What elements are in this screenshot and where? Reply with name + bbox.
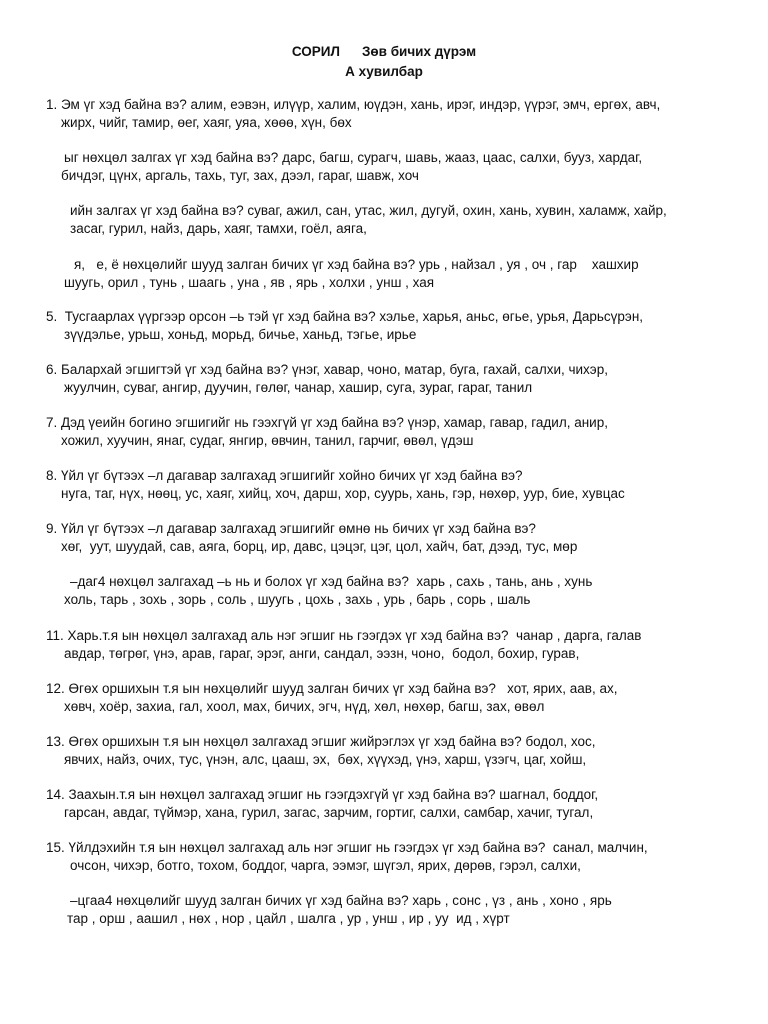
question-10-line-2: холь, тарь , зохь , зорь , соль , шуугь , цохь , захь , урь , барь , сорь , шаль — [64, 592, 531, 607]
question-1-line-2: жирх, чийг, тамир, өег, хаяг, уяа, хөөө, хүн, бөх — [61, 115, 352, 130]
question-1-line-1: 1. Эм үг хэд байна вэ? алим, еэвэн, илүүр, халим, юүдэн, хань, ирэг, индэр, үүрэг, эмч, ергөх, авч, — [46, 97, 661, 112]
question-2-line-1: ыг нөхцөл залгах үг хэд байна вэ? дарс, багш, сурагч, шавь, жааз, цаас, салхи, бууз, хардаг, — [64, 150, 643, 165]
question-11-line-2: авдар, төгрөг, үнэ, арав, гараг, эрэг, анги, сандал, ээзн, чоно, бодол, бохир, гурав, — [64, 646, 580, 661]
page-title: СОРИЛ — [291, 44, 340, 59]
page-subtitle: Зөв бичих дүрэм — [361, 44, 477, 59]
question-16-line-2: тар , орш , аашил , нөх , нор , цайл , шалга , ур , унш , ир , уу ид , хүрт — [67, 911, 510, 926]
question-6-line-2: жуулчин, суваг, ангир, дуучин, гөлөг, чанар, хашир, суга, зураг, гараг, танил — [64, 380, 533, 395]
question-15-line-2: очсон, чихэр, ботго, тохом, боддог, чарга, ээмэг, шүгэл, ярих, дөрөв, гэрэл, салхи, — [70, 858, 581, 873]
question-14-line-2: гарсан, авдаг, түймэр, хана, гурил, загас, зарчим, гортиг, салхи, самбар, хачиг, тугал, — [64, 805, 594, 820]
question-5-line-1: 5. Тусгаарлах үүргээр орсон –ь тэй үг хэд байна вэ? хэльe, харья, аньс, өгье, урья, Дарьсүрэн, — [46, 309, 644, 324]
question-7-line-1: 7. Дэд үеийн богино эгшигийг нь гээхгүй үг хэд байна вэ? үнэр, хамар, гавар, гадил, анир, — [46, 415, 608, 430]
document-header — [0, 42, 768, 82]
question-6-line-1: 6. Балархай эгшигтэй үг хэд байна вэ? үнэг, хавар, чоно, матар, буга, гахай, салхи, чихэр, — [46, 362, 608, 377]
question-2-line-2: бичдэг, цүнх, аргаль, тахь, туг, зах, дээл, гараг, шавж, хоч — [61, 168, 419, 183]
question-7-line-2: хожил, хуучин, янаг, судаг, янгир, өвчин, танил, гарчиг, өвөл, үдэш — [61, 433, 474, 448]
question-8-line-2: нуга, таг, нүх, нөөц, ус, хаяг, хийц, хоч, дарш, хор, суурь, хань, гэр, нөхөр, уур, бие, хувцас — [61, 486, 625, 501]
variant-label: А хувилбар — [345, 64, 423, 79]
question-4-line-2: шуугь, орил , тунь , шаагь , уна , яв , ярь , холхи , унш , хая — [64, 275, 435, 290]
question-16-line-1: –цгаа4 нөхцөлийг шууд залган бичих үг хэд байна вэ? харь , сонс , үз , ань , хоно , ярь — [70, 893, 612, 908]
question-5-line-2: зүүдэльe, урьш, хоньд, морьд, бичье, ханьд, тэгье, ирье — [64, 327, 417, 342]
header-title-row — [0, 42, 768, 62]
question-9-line-1: 9. Үйл үг бүтээх –л дагавар залгахад эгшигийг өмнө нь бичих үг хэд байна вэ? — [46, 521, 536, 536]
question-12-line-1: 12. Өгөх оршихын т.я ын нөхцөлийг шууд залган бичих үг хэд байна вэ? хот, ярих, аав, ах, — [46, 681, 618, 696]
question-11-line-1: 11. Харь.т.я ын нөхцөл залгахад аль нэг эгшиг нь гээгдэх үг хэд байна вэ? чанар , дарга, галав — [46, 628, 642, 643]
question-9-line-2: хөг, уут, шуудай, сав, аяга, борц, ир, давс, цэцэг, цэг, цол, хайч, бат, дээд, тус, мөр — [61, 539, 578, 554]
question-8-line-1: 8. Үйл үг бүтээх –л дагавар залгахад эгшигийг хойно бичих үг хэд байна вэ? — [46, 468, 523, 483]
question-4-line-1: я, е, ё нөхцөлийг шууд залган бичих үг хэд байна вэ? урь , найзал , уя , оч , гар хашхир — [74, 257, 639, 272]
question-15-line-1: 15. Үйлдэхийн т.я ын нөхцөл залгахад аль нэг эгшиг нь гээгдэх үг хэд байна вэ? санал, малчин, — [46, 840, 648, 855]
question-13-line-2: явчих, найз, очих, тус, үнэн, алс, цааш, эх, бөх, хүүхэд, үнэ, харш, үзэгч, цаг, хойш, — [64, 752, 587, 767]
question-3-line-2: засаг, гурил, найз, дарь, хаяг, тамхи, гоёл, аяга, — [70, 221, 367, 236]
question-13-line-1: 13. Өгөх оршихын т.я ын нөхцөл залгахад эгшиг жийрэглэх үг хэд байна вэ? бодол, хос, — [46, 734, 596, 749]
question-3-line-1: ийн залгах үг хэд байна вэ? суваг, ажил, сан, утас, жил, дугуй, охин, хань, хувин, халамж, хайр, — [70, 203, 667, 218]
question-14-line-1: 14. Заахын.т.я ын нөхцөл залгахад эгшиг нь гээгдэхгүй үг хэд байна вэ? шагнал, боддог, — [46, 787, 599, 802]
question-10-line-1: –даг4 нөхцөл залгахад –ь нь и болох үг хэд байна вэ? харь , сахь , тань, ань , хунь — [70, 574, 593, 589]
question-12-line-2: хөвч, хоёр, захиа, гал, хоол, мах, бичих, эгч, нүд, хөл, нөхөр, багш, зах, өвөл — [64, 699, 545, 714]
